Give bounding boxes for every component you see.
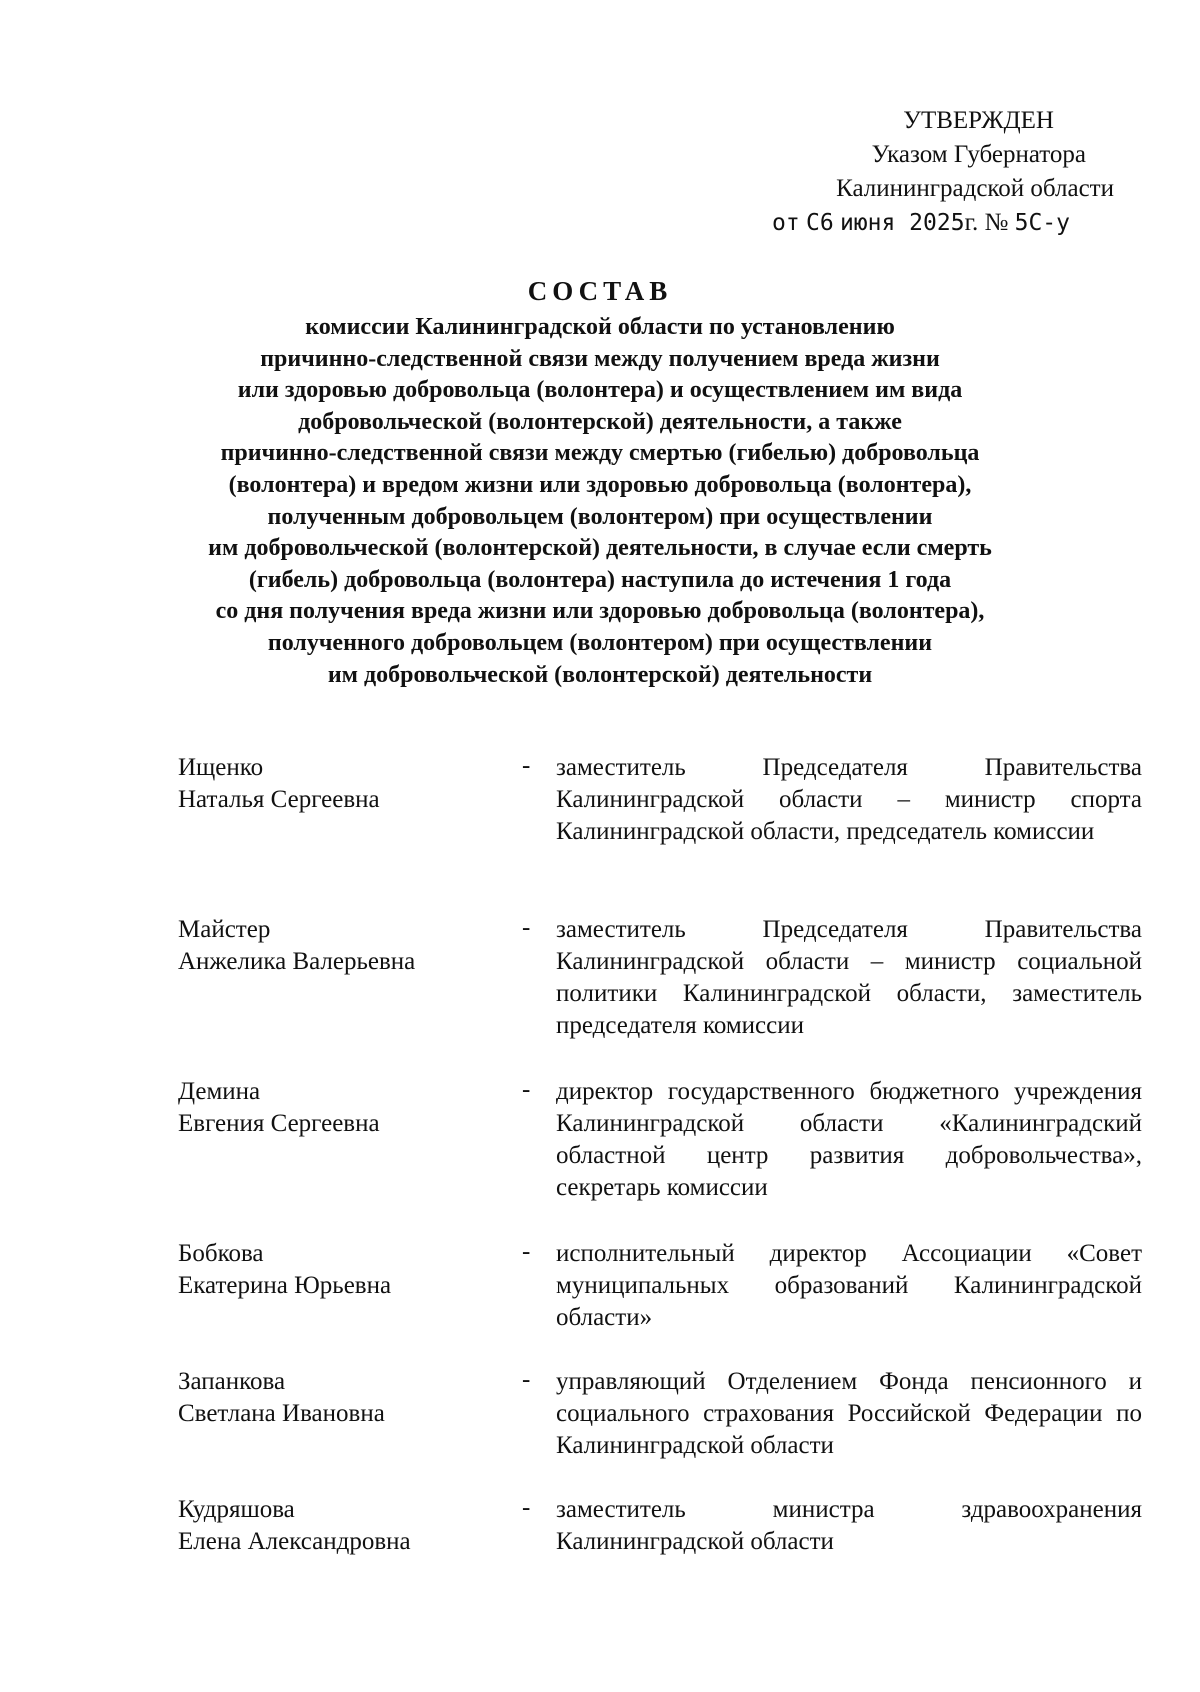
member-dash: - bbox=[522, 1076, 531, 1103]
member-given-names: Анжелика Валерьевна bbox=[178, 948, 416, 975]
member-dash: - bbox=[522, 914, 531, 941]
document-subtitle bbox=[100, 312, 1100, 691]
subtitle-line: причинно-следственной связи между смертью (гибелью) добровольца bbox=[220, 440, 980, 467]
member-dash: - bbox=[522, 752, 531, 779]
subtitle-line: комиссии Калининградской области по установлению bbox=[305, 314, 895, 340]
member-surname: Запанкова bbox=[178, 1368, 286, 1395]
number-sign: № bbox=[984, 209, 1009, 236]
member-given-names: Светлана Ивановна bbox=[178, 1400, 385, 1427]
date-suffix: г. bbox=[964, 209, 979, 236]
approval-date-number bbox=[772, 206, 1070, 240]
document-title: СОСТАВ bbox=[527, 276, 673, 306]
member-given-names: Елена Александровна bbox=[178, 1528, 411, 1555]
decree-number: 5С-у bbox=[1014, 210, 1070, 236]
member-surname: Демина bbox=[178, 1078, 261, 1105]
member-name bbox=[178, 1076, 508, 1140]
member-name bbox=[178, 752, 508, 816]
member-dash: - bbox=[522, 1494, 531, 1521]
approval-region: Калининградской области bbox=[836, 175, 1114, 202]
member-role: директор государственного бюджетного учреждения Калининградской области «Калининградский областной центр развития добровольчества», секретарь комиссии bbox=[556, 1078, 1142, 1201]
member-name bbox=[178, 1238, 508, 1302]
member-surname: Кудряшова bbox=[178, 1496, 295, 1523]
member-role: заместитель Председателя Правительства Калининградской области – министр социальной политики Калининградской области, заместитель председателя комиссии bbox=[556, 916, 1142, 1039]
member-surname: Ищенко bbox=[178, 754, 264, 781]
member-given-names: Екатерина Юрьевна bbox=[178, 1272, 392, 1299]
member-dash: - bbox=[522, 1238, 531, 1265]
subtitle-line: причинно-следственной связи между получением вреда жизни bbox=[260, 345, 940, 372]
member-name bbox=[178, 1494, 508, 1558]
subtitle-line: со дня получения вреда жизни или здоровью добровольца (волонтера), bbox=[215, 598, 985, 625]
member-role: заместитель министра здравоохранения Калининградской области bbox=[556, 1496, 1142, 1555]
subtitle-line: добровольческой (волонтерской) деятельности, а также bbox=[298, 408, 902, 435]
subtitle-line: (волонтера) и вредом жизни или здоровью добровольца (волонтера), bbox=[228, 471, 972, 498]
date-prefix: от bbox=[772, 210, 800, 236]
member-role: заместитель Председателя Правительства Калининградской области – министр спорта Калининградской области, председатель комиссии bbox=[556, 754, 1142, 845]
member-given-names: Евгения Сергеевна bbox=[178, 1110, 380, 1137]
member-surname: Майстер bbox=[178, 916, 271, 943]
subtitle-line: (гибель) добровольца (волонтера) наступила до истечения 1 года bbox=[248, 566, 952, 593]
subtitle-line: полученного добровольцем (волонтером) при осуществлении bbox=[267, 629, 933, 656]
member-role: управляющий Отделением Фонда пенсионного и социального страхования Российской Федерации по Калининградской области bbox=[556, 1368, 1142, 1459]
date-month-year: июня 2025 bbox=[839, 210, 965, 236]
approval-heading: УТВЕРЖДЕН bbox=[903, 107, 1054, 134]
subtitle-line: или здоровью добровольца (волонтера) и осуществлением им вида bbox=[237, 377, 963, 404]
subtitle-line: полученным добровольцем (волонтером) при осуществлении bbox=[267, 503, 933, 530]
member-role: исполнительный директор Ассоциации «Совет муниципальных образований Калининградской области» bbox=[556, 1240, 1142, 1331]
date-day: С6 bbox=[805, 210, 834, 236]
member-name bbox=[178, 1366, 508, 1430]
subtitle-line: им добровольческой (волонтерской) деятельности, в случае если смерть bbox=[208, 535, 992, 562]
approval-issuer: Указом Губернатора bbox=[871, 141, 1086, 168]
member-surname: Бобкова bbox=[178, 1240, 264, 1267]
approval-block bbox=[714, 104, 1114, 236]
member-given-names: Наталья Сергеевна bbox=[178, 786, 380, 813]
member-name bbox=[178, 914, 508, 978]
member-dash: - bbox=[522, 1366, 531, 1393]
subtitle-line: им добровольческой (волонтерской) деятельности bbox=[327, 661, 873, 688]
